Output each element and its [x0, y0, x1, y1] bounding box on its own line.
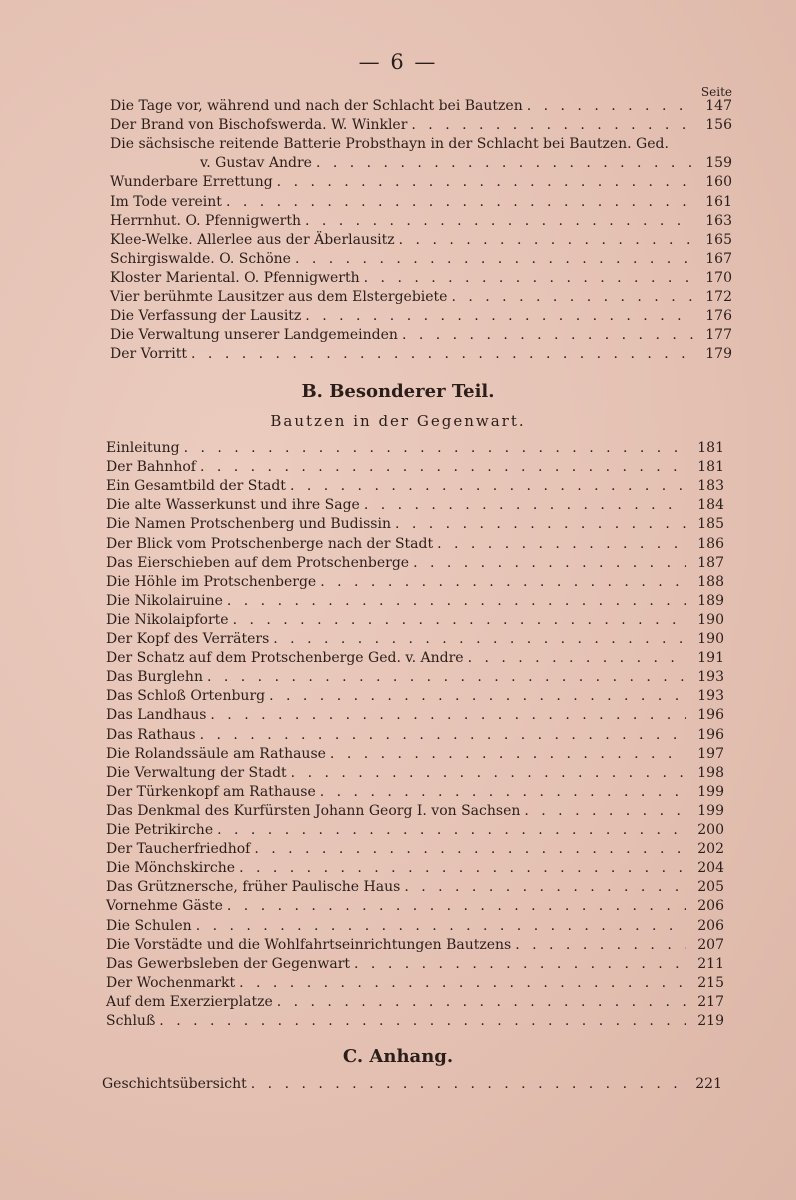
toc-entry — [110, 212, 732, 230]
leader-dots — [354, 955, 686, 973]
toc-entry-title: v. Gustav Andre — [200, 155, 312, 172]
toc-entry-page: 193 — [697, 688, 724, 705]
toc-entry — [110, 345, 732, 363]
toc-entry-page: 215 — [697, 974, 724, 991]
toc-entry-title: Das Schloß Ortenburg — [106, 688, 266, 705]
toc-entry — [106, 1012, 724, 1030]
toc-entry — [106, 649, 724, 667]
leader-dots — [395, 515, 686, 533]
toc-entry-title: Die Nikolairuine — [106, 592, 223, 609]
toc-entry-title: Das Eierschieben auf dem Protschenberge — [106, 554, 410, 571]
toc-entry — [106, 458, 724, 476]
toc-entry — [110, 288, 732, 306]
toc-entry-title: Die Verfassung der Lausitz — [110, 308, 302, 325]
page-number: — 6 — — [358, 50, 438, 74]
toc-entry — [110, 231, 732, 249]
leader-dots — [305, 212, 694, 230]
toc-entry-page: 176 — [705, 308, 732, 325]
toc-entry-title: Schluß — [106, 1013, 156, 1029]
toc-entry-title: Die Verwaltung der Stadt — [106, 764, 287, 781]
toc-entry-page: 196 — [697, 726, 724, 743]
toc-entry-page: 147 — [705, 98, 732, 114]
toc-entry — [106, 611, 724, 629]
toc-entry — [106, 439, 724, 457]
toc-entry — [106, 668, 724, 686]
toc-entry — [106, 706, 724, 724]
toc-entry — [106, 936, 724, 954]
leader-dots — [269, 687, 686, 705]
toc-entry-page: 184 — [697, 497, 724, 514]
leader-dots — [316, 154, 694, 172]
toc-entry-title: Ein Gesamtbild der Stadt — [106, 478, 286, 495]
toc-entry-page: 219 — [697, 1013, 724, 1029]
toc-entry — [106, 974, 724, 992]
leader-dots — [404, 878, 686, 896]
toc-entry-title: Der Brand von Bischofswerda. W. Winkler — [110, 117, 408, 134]
toc-entry-title: Im Tode vereint — [110, 193, 222, 210]
leader-dots — [413, 554, 686, 572]
toc-entry-title: Der Bahnhof — [106, 459, 196, 476]
toc-entry-title: Der Kopf des Verräters — [106, 631, 270, 647]
leader-dots — [226, 193, 694, 211]
toc-entry — [110, 173, 732, 191]
toc-entry-title: Einleitung — [106, 440, 180, 456]
toc-entry-page: 181 — [697, 459, 724, 476]
leader-dots — [527, 97, 694, 115]
toc-entry-page: 172 — [705, 289, 732, 305]
toc-entry-page: 181 — [697, 440, 724, 456]
toc-entry-page: 191 — [697, 650, 724, 667]
leader-dots — [277, 993, 686, 1011]
leader-dots — [468, 649, 686, 667]
toc-entry-title: Auf dem Exerzierplatze — [106, 993, 273, 1010]
toc-entry-title: Geschichtsübersicht — [102, 1076, 247, 1092]
leader-dots — [210, 706, 686, 724]
toc-entry — [110, 307, 732, 325]
leader-dots — [515, 936, 686, 954]
toc-entry-title: Vier berühmte Lausitzer aus dem Elstergebiete — [110, 289, 448, 305]
leader-dots — [305, 307, 694, 325]
toc-entry — [200, 154, 732, 172]
toc-entry-page: 199 — [697, 783, 724, 800]
toc-entry-page: 185 — [697, 516, 724, 533]
toc-entry-page: 163 — [705, 212, 732, 229]
leader-dots — [277, 173, 694, 191]
toc-entry-title: Die sächsische reitende Batterie Probsthayn in der Schlacht bei Bautzen. Ged. — [110, 136, 669, 153]
leader-dots — [184, 439, 686, 457]
toc-entry-title: Die Tage vor, während und nach der Schlacht bei Bautzen — [110, 98, 523, 114]
toc-entry-title: Vornehme Gäste — [106, 898, 223, 915]
toc-entry — [110, 269, 732, 287]
toc-entry-title: Der Blick vom Protschenberge nach der Stadt — [106, 535, 434, 552]
toc-entry-title: Die Rolandssäule am Rathause — [106, 745, 326, 762]
toc-entry-title: Die Mönchskirche — [106, 860, 236, 877]
leader-dots — [320, 573, 686, 591]
toc-entry-title: Die Höhle im Protschenberge — [106, 573, 317, 590]
leader-dots — [207, 668, 686, 686]
leader-dots — [251, 1075, 684, 1093]
toc-entry-title: Das Burglehn — [106, 669, 203, 686]
leader-dots — [402, 326, 694, 344]
toc-entry-page: 198 — [697, 764, 724, 781]
leader-dots — [196, 917, 686, 935]
toc-entry-page: 197 — [697, 745, 724, 762]
toc-entry-title: Die Nikolaipforte — [106, 611, 229, 628]
toc-entry-title: Schirgiswalde. O. Schöne — [110, 250, 291, 267]
toc-entry-page: 205 — [697, 879, 724, 896]
leader-dots — [364, 269, 694, 287]
toc-entry-title: Das Landhaus — [106, 707, 207, 724]
toc-entry-page: 179 — [705, 346, 732, 363]
toc-entry-page: 190 — [697, 631, 724, 647]
toc-entry — [106, 897, 724, 915]
toc-entry — [106, 917, 724, 935]
toc-entry — [110, 116, 732, 134]
toc-entry — [106, 592, 724, 610]
leader-dots — [364, 496, 686, 514]
toc-entry-page: 183 — [697, 478, 724, 495]
toc-entry-title: Klee-Welke. Allerlee aus der Äberlausitz — [110, 231, 395, 248]
toc-entry-title: Das Denkmal des Kurfürsten Johann Georg I. von Sachsen — [106, 802, 521, 819]
leader-dots — [295, 250, 694, 268]
leader-dots — [227, 897, 686, 915]
leader-dots — [217, 821, 686, 839]
toc-entry — [106, 496, 724, 514]
toc-entry-title: Wunderbare Errettung — [110, 174, 273, 191]
toc-entry — [110, 135, 732, 153]
toc-entry — [106, 993, 724, 1011]
toc-entry-page: 217 — [697, 993, 724, 1010]
toc-entry-title: Die Vorstädte und die Wohlfahrtseinrichtungen Bautzens — [106, 936, 512, 953]
toc-entry-title: Die Namen Protschenberg und Budissin — [106, 516, 391, 533]
toc-entry-title: Das Rathaus — [106, 726, 196, 743]
toc-entry — [106, 477, 724, 495]
toc-entry-page: 189 — [697, 592, 724, 609]
leader-dots — [191, 345, 694, 363]
toc-entry-page: 160 — [705, 174, 732, 191]
leader-dots — [254, 840, 686, 858]
toc-entry — [106, 955, 724, 973]
toc-entry-title: Der Taucherfriedhof — [106, 841, 251, 858]
toc-entry-page: 207 — [697, 936, 724, 953]
toc-entry-page: 206 — [697, 917, 724, 934]
toc-entry — [106, 764, 724, 782]
toc-entry — [110, 326, 732, 344]
toc-entry — [106, 573, 724, 591]
toc-entry — [110, 97, 732, 115]
toc-entry-title: Die Verwaltung unserer Landgemeinden — [110, 327, 398, 344]
toc-entry — [106, 802, 724, 820]
leader-dots — [273, 630, 686, 648]
leader-dots — [320, 783, 686, 801]
section-c-heading: C. Anhang. — [342, 1046, 454, 1067]
toc-entry — [110, 193, 732, 211]
toc-entry-page: 177 — [705, 327, 732, 344]
leader-dots — [233, 611, 686, 629]
toc-entry-page: 199 — [697, 802, 724, 819]
toc-entry-page: 193 — [697, 669, 724, 686]
toc-entry — [106, 535, 724, 553]
toc-entry-page: 221 — [695, 1076, 722, 1092]
toc-entry-page: 188 — [697, 573, 724, 590]
toc-entry — [106, 783, 724, 801]
toc-entry-title: Der Türkenkopf am Rathause — [106, 783, 316, 800]
toc-entry — [106, 859, 724, 877]
leader-dots — [411, 116, 694, 134]
toc-entry-page: 204 — [697, 860, 724, 877]
toc-entry-page: 161 — [705, 193, 732, 210]
toc-entry-page: 190 — [697, 611, 724, 628]
toc-entry — [106, 878, 724, 896]
leader-dots — [290, 477, 686, 495]
toc-entry-page: 187 — [697, 554, 724, 571]
toc-entry-title: Die Schulen — [106, 917, 192, 934]
toc-entry-title: Die Petrikirche — [106, 822, 214, 838]
leader-dots — [200, 726, 686, 744]
toc-entry — [106, 821, 724, 839]
toc-entry-page: 167 — [705, 250, 732, 267]
leader-dots — [239, 974, 686, 992]
toc-entry-title: Das Grütznersche, früher Paulische Haus — [106, 879, 401, 896]
toc-entry — [106, 554, 724, 572]
toc-entry-page: 159 — [705, 155, 732, 172]
toc-entry-page: 186 — [697, 535, 724, 552]
toc-entry-page: 200 — [697, 822, 724, 838]
toc-entry-title: Kloster Mariental. O. Pfennigwerth — [110, 269, 360, 286]
leader-dots — [159, 1012, 686, 1030]
toc-entry — [106, 840, 724, 858]
leader-dots — [239, 859, 686, 877]
seite-label: Seite — [700, 85, 732, 99]
toc-entry — [106, 726, 724, 744]
toc-entry-page: 165 — [705, 231, 732, 248]
leader-dots — [399, 231, 694, 249]
toc-entry-page: 206 — [697, 898, 724, 915]
toc-entry-title: Herrnhut. O. Pfennigwerth — [110, 212, 301, 229]
toc-entry-title: Das Gewerbsleben der Gegenwart — [106, 955, 351, 972]
leader-dots — [200, 458, 686, 476]
leader-dots — [330, 745, 686, 763]
toc-entry-page: 196 — [697, 707, 724, 724]
toc-entry-page: 211 — [697, 955, 724, 972]
section-b-subheading: Bautzen in der Gegenwart. — [270, 412, 526, 430]
toc-entry-page: 156 — [705, 117, 732, 134]
toc-entry-title: Die alte Wasserkunst und ihre Sage — [106, 497, 360, 514]
toc-entry-title: Der Schatz auf dem Protschenberge Ged. v. Andre — [106, 650, 464, 667]
toc-entry — [102, 1075, 722, 1093]
toc-entry — [106, 687, 724, 705]
toc-entry — [106, 515, 724, 533]
toc-entry-title: Der Vorritt — [110, 346, 188, 363]
toc-entry-page: 202 — [697, 841, 724, 858]
toc-entry — [106, 745, 724, 763]
leader-dots — [437, 535, 686, 553]
toc-entry — [110, 250, 732, 268]
leader-dots — [227, 592, 686, 610]
toc-entry-page: 170 — [705, 269, 732, 286]
section-b-heading: B. Besonderer Teil. — [301, 381, 495, 402]
leader-dots — [524, 802, 686, 820]
leader-dots — [451, 288, 694, 306]
toc-entry-title: Der Wochenmarkt — [106, 974, 236, 991]
toc-entry — [106, 630, 724, 648]
leader-dots — [291, 764, 686, 782]
